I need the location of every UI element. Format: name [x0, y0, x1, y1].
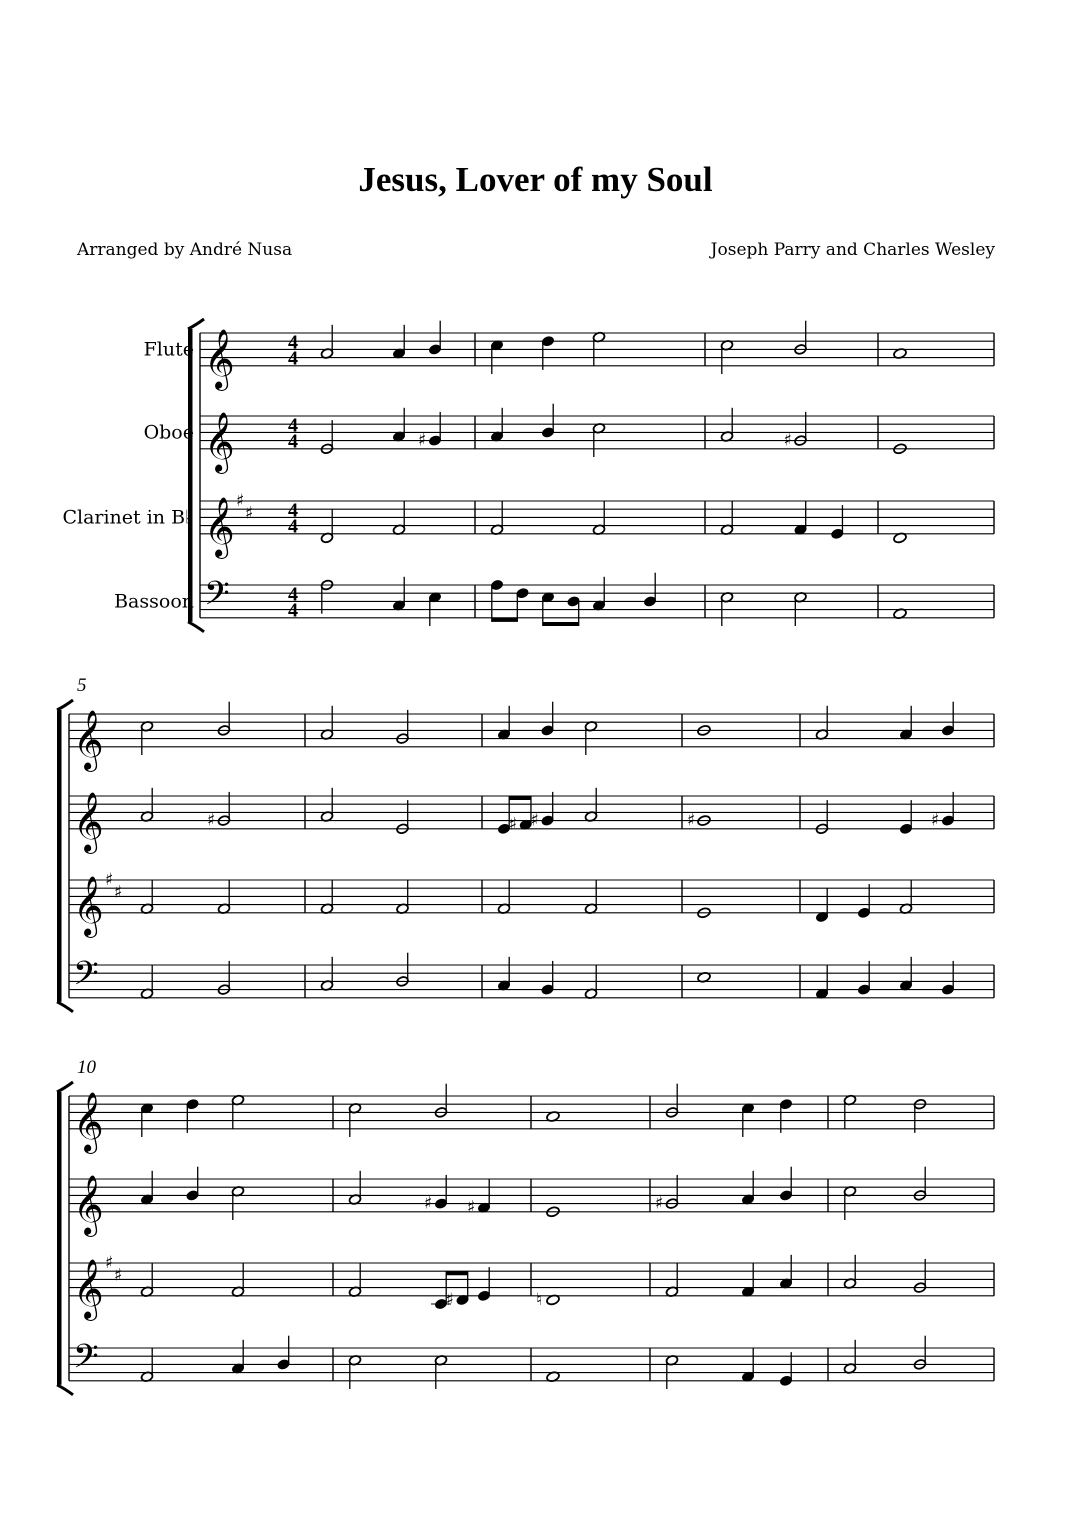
composer-credit: Joseph Parry and Charles Wesley	[710, 240, 995, 260]
time-signature-top: 4	[288, 499, 298, 522]
time-signature-bottom: 4	[288, 430, 298, 453]
accidental-icon: ♯	[424, 1193, 433, 1214]
treble-clef-icon: 𝄞	[204, 328, 235, 389]
key-sharp-f: ♯	[105, 1253, 114, 1273]
measure-number: 5	[77, 675, 87, 696]
time-signature-bottom: 4	[288, 347, 298, 370]
treble-clef-icon: 𝄞	[73, 1258, 104, 1319]
bass-clef-icon: 𝄢	[73, 1338, 99, 1385]
treble-clef-icon: 𝄞	[73, 1174, 104, 1235]
treble-clef-icon: 𝄞	[73, 791, 104, 852]
note-beam	[492, 618, 518, 622]
bass-clef-icon: 𝄢	[73, 955, 99, 1002]
key-sharp-c: ♯	[114, 882, 123, 903]
bracket-top-hook	[57, 1082, 73, 1092]
time-signature-top: 4	[288, 583, 298, 606]
key-sharp-c: ♯	[114, 1265, 123, 1286]
accidental-icon: ♯	[530, 810, 539, 831]
accidental-icon: ♯	[783, 430, 792, 451]
system-bracket	[188, 329, 193, 622]
bracket-top-hook	[188, 319, 204, 329]
time-signature-bottom: 4	[288, 515, 298, 538]
accidental-icon: ♯	[445, 1289, 454, 1310]
note-beam	[509, 796, 531, 800]
accidental-icon: ♯	[508, 814, 517, 835]
accidental-icon: ♯	[655, 1193, 664, 1214]
key-sharp-c: ♯	[245, 503, 254, 524]
treble-clef-icon: 𝄞	[73, 1091, 104, 1152]
bracket-top-hook	[57, 700, 73, 710]
instrument-name: Oboe	[143, 421, 194, 444]
instrument-name: Flute	[143, 338, 194, 361]
treble-clef-icon: 𝄞	[73, 875, 104, 936]
instrument-name: Bassoon	[114, 590, 194, 613]
accidental-icon: ♯	[931, 810, 940, 831]
system-bracket	[57, 1092, 62, 1385]
system-bracket	[57, 710, 62, 1002]
treble-clef-icon: 𝄞	[204, 411, 235, 472]
accidental-icon: ♮	[536, 1289, 543, 1310]
arranger-credit: Arranged by André Nusa	[77, 240, 293, 260]
time-signature-bottom: 4	[288, 599, 298, 622]
accidental-icon: ♯	[207, 810, 216, 831]
key-sharp-f: ♯	[236, 491, 245, 511]
accidental-icon: ♯	[467, 1197, 476, 1218]
accidental-icon: ♯	[418, 430, 427, 451]
bracket-bottom-hook	[57, 1002, 73, 1012]
bass-clef-icon: 𝄢	[204, 575, 230, 622]
score-title: Jesus, Lover of my Soul	[358, 160, 713, 199]
treble-clef-icon: 𝄞	[73, 709, 104, 770]
bracket-bottom-hook	[57, 1385, 73, 1395]
time-signature-top: 4	[288, 331, 298, 354]
time-signature-top: 4	[288, 414, 298, 437]
instrument-name: Clarinet in B♭	[62, 506, 194, 529]
note-beam	[446, 1271, 468, 1275]
bracket-bottom-hook	[188, 622, 204, 632]
treble-clef-icon: 𝄞	[204, 496, 235, 557]
key-sharp-f: ♯	[105, 870, 114, 890]
measure-number: 10	[77, 1057, 96, 1078]
accidental-icon: ♯	[687, 810, 696, 831]
note-beam	[543, 622, 579, 626]
